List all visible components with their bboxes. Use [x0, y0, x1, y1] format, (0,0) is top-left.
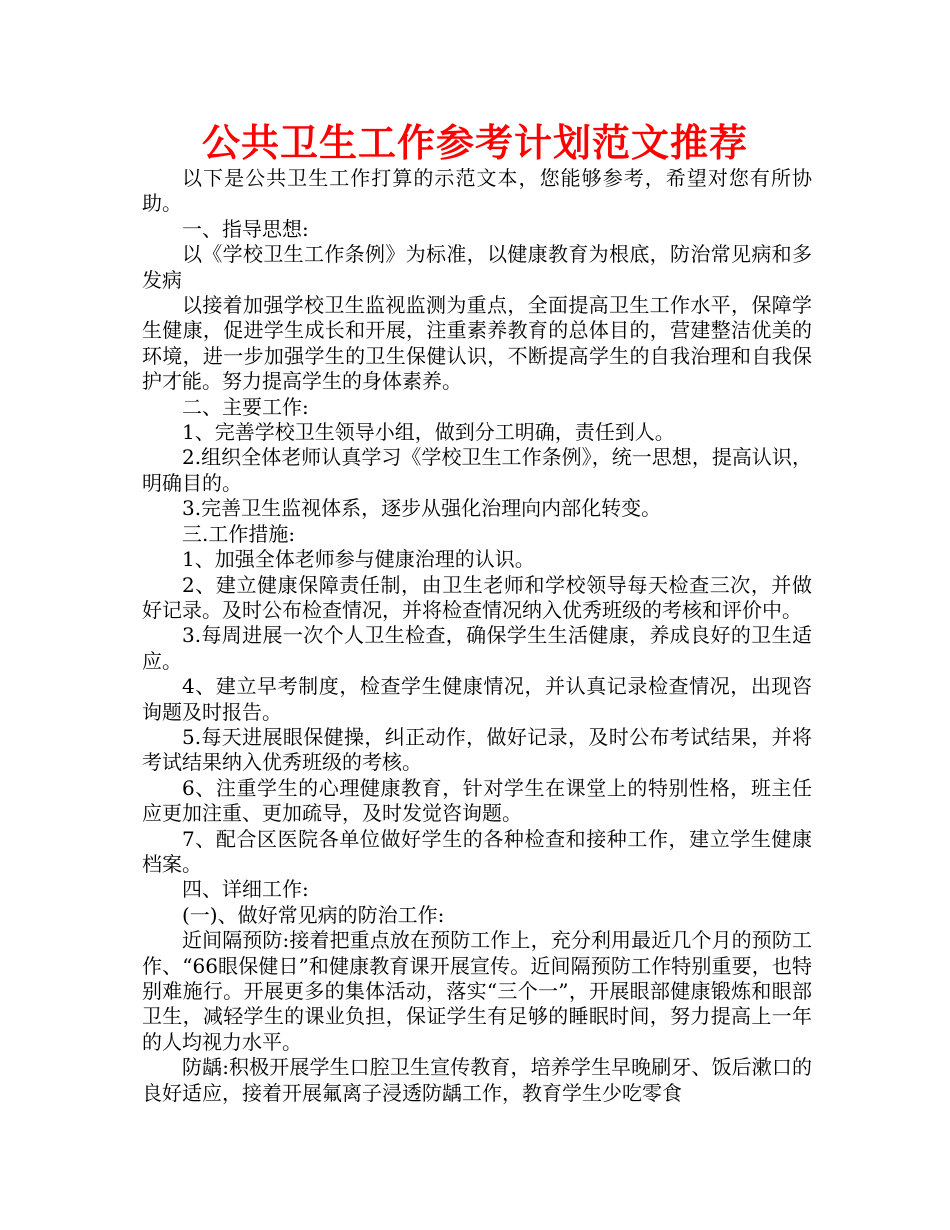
paragraph: 以《学校卫生工作条例》为标准，以健康教育为根底，防治常见病和多发病: [142, 242, 812, 292]
paragraph-intro: 以下是公共卫生工作打算的示范文本，您能够参考，希望对您有所协助。: [142, 166, 812, 216]
paragraph-caries-prevention: 防龋:积极开展学生口腔卫生宣传教育，培养学生早晚刷牙、饭后漱口的良好适应，接着开展氟离子浸透防龋工作，教育学生少吃零食: [142, 1055, 812, 1105]
list-item: 3.完善卫生监视体系，逐步从强化治理向内部化转变。: [182, 496, 662, 521]
list-item: 3.每周进展一次个人卫生检查，确保学生生活健康，养成良好的卫生适应。: [142, 623, 812, 673]
list-item: 1、加强全体老师参与健康治理的认识。: [182, 547, 535, 572]
document-body: [142, 166, 812, 1106]
list-item: 2.组织全体老师认真学习《学校卫生工作条例》，统一思想，提高认识，明确目的。: [142, 445, 812, 495]
document-title: 公共卫生工作参考计划范文推荐: [201, 120, 748, 165]
list-item: 1、完善学校卫生领导小组，做到分工明确，责任到人。: [182, 420, 675, 445]
list-item: 5.每天进展眼保健操，纠正动作，做好记录，及时公布考试结果，并将考试结果纳入优秀班级的考核。: [142, 724, 812, 775]
list-item: 6、注重学生的心理健康教育，针对学生在课堂上的特别性格，班主任应更加注重、更加疏导，及时发觉咨询题。: [142, 775, 812, 826]
subheading-common-disease: (一)、做好常见病的防治工作:: [182, 902, 445, 927]
heading-work-measures: 三.工作措施:: [182, 521, 296, 546]
list-item: 7、配合区医院各单位做好学生的各种检查和接种工作，建立学生健康档案。: [142, 826, 812, 876]
paragraph: 以接着加强学校卫生监视监测为重点，全面提高卫生工作水平，保障学生健康，促进学生成长和开展，注重素养教育的总体目的，营建整洁优美的环境，进一步加强学生的卫生保健认识，不断提高学生的自我治理和自我保护才能。努力提高学生的身体素养。: [142, 293, 812, 394]
paragraph-myopia-prevention: 近间隔预防:接着把重点放在预防工作上，充分利用最近几个月的预防工作、“66眼保健日”和健康教育课开展宣传。近间隔预防工作特别重要，也特别难施行。开展更多的集体活动，落实“三个一”，开展眼部健康锻炼和眼部卫生，减轻学生的课业负担，保证学生有足够的睡眠时间，努力提高上一年的人均视力水平。: [142, 928, 812, 1054]
heading-detailed-work: 四、详细工作:: [182, 877, 309, 902]
list-item: 2、建立健康保障责任制，由卫生老师和学校领导每天检查三次，并做好记录。及时公布检查情况，并将检查情况纳入优秀班级的考核和评价中。: [142, 572, 812, 622]
heading-guiding-ideology: 一、指导思想:: [182, 216, 309, 241]
list-item: 4、建立早考制度，检查学生健康情况，并认真记录检查情况，出现咨询题及时报告。: [142, 674, 812, 724]
heading-main-work: 二、主要工作:: [182, 394, 309, 419]
